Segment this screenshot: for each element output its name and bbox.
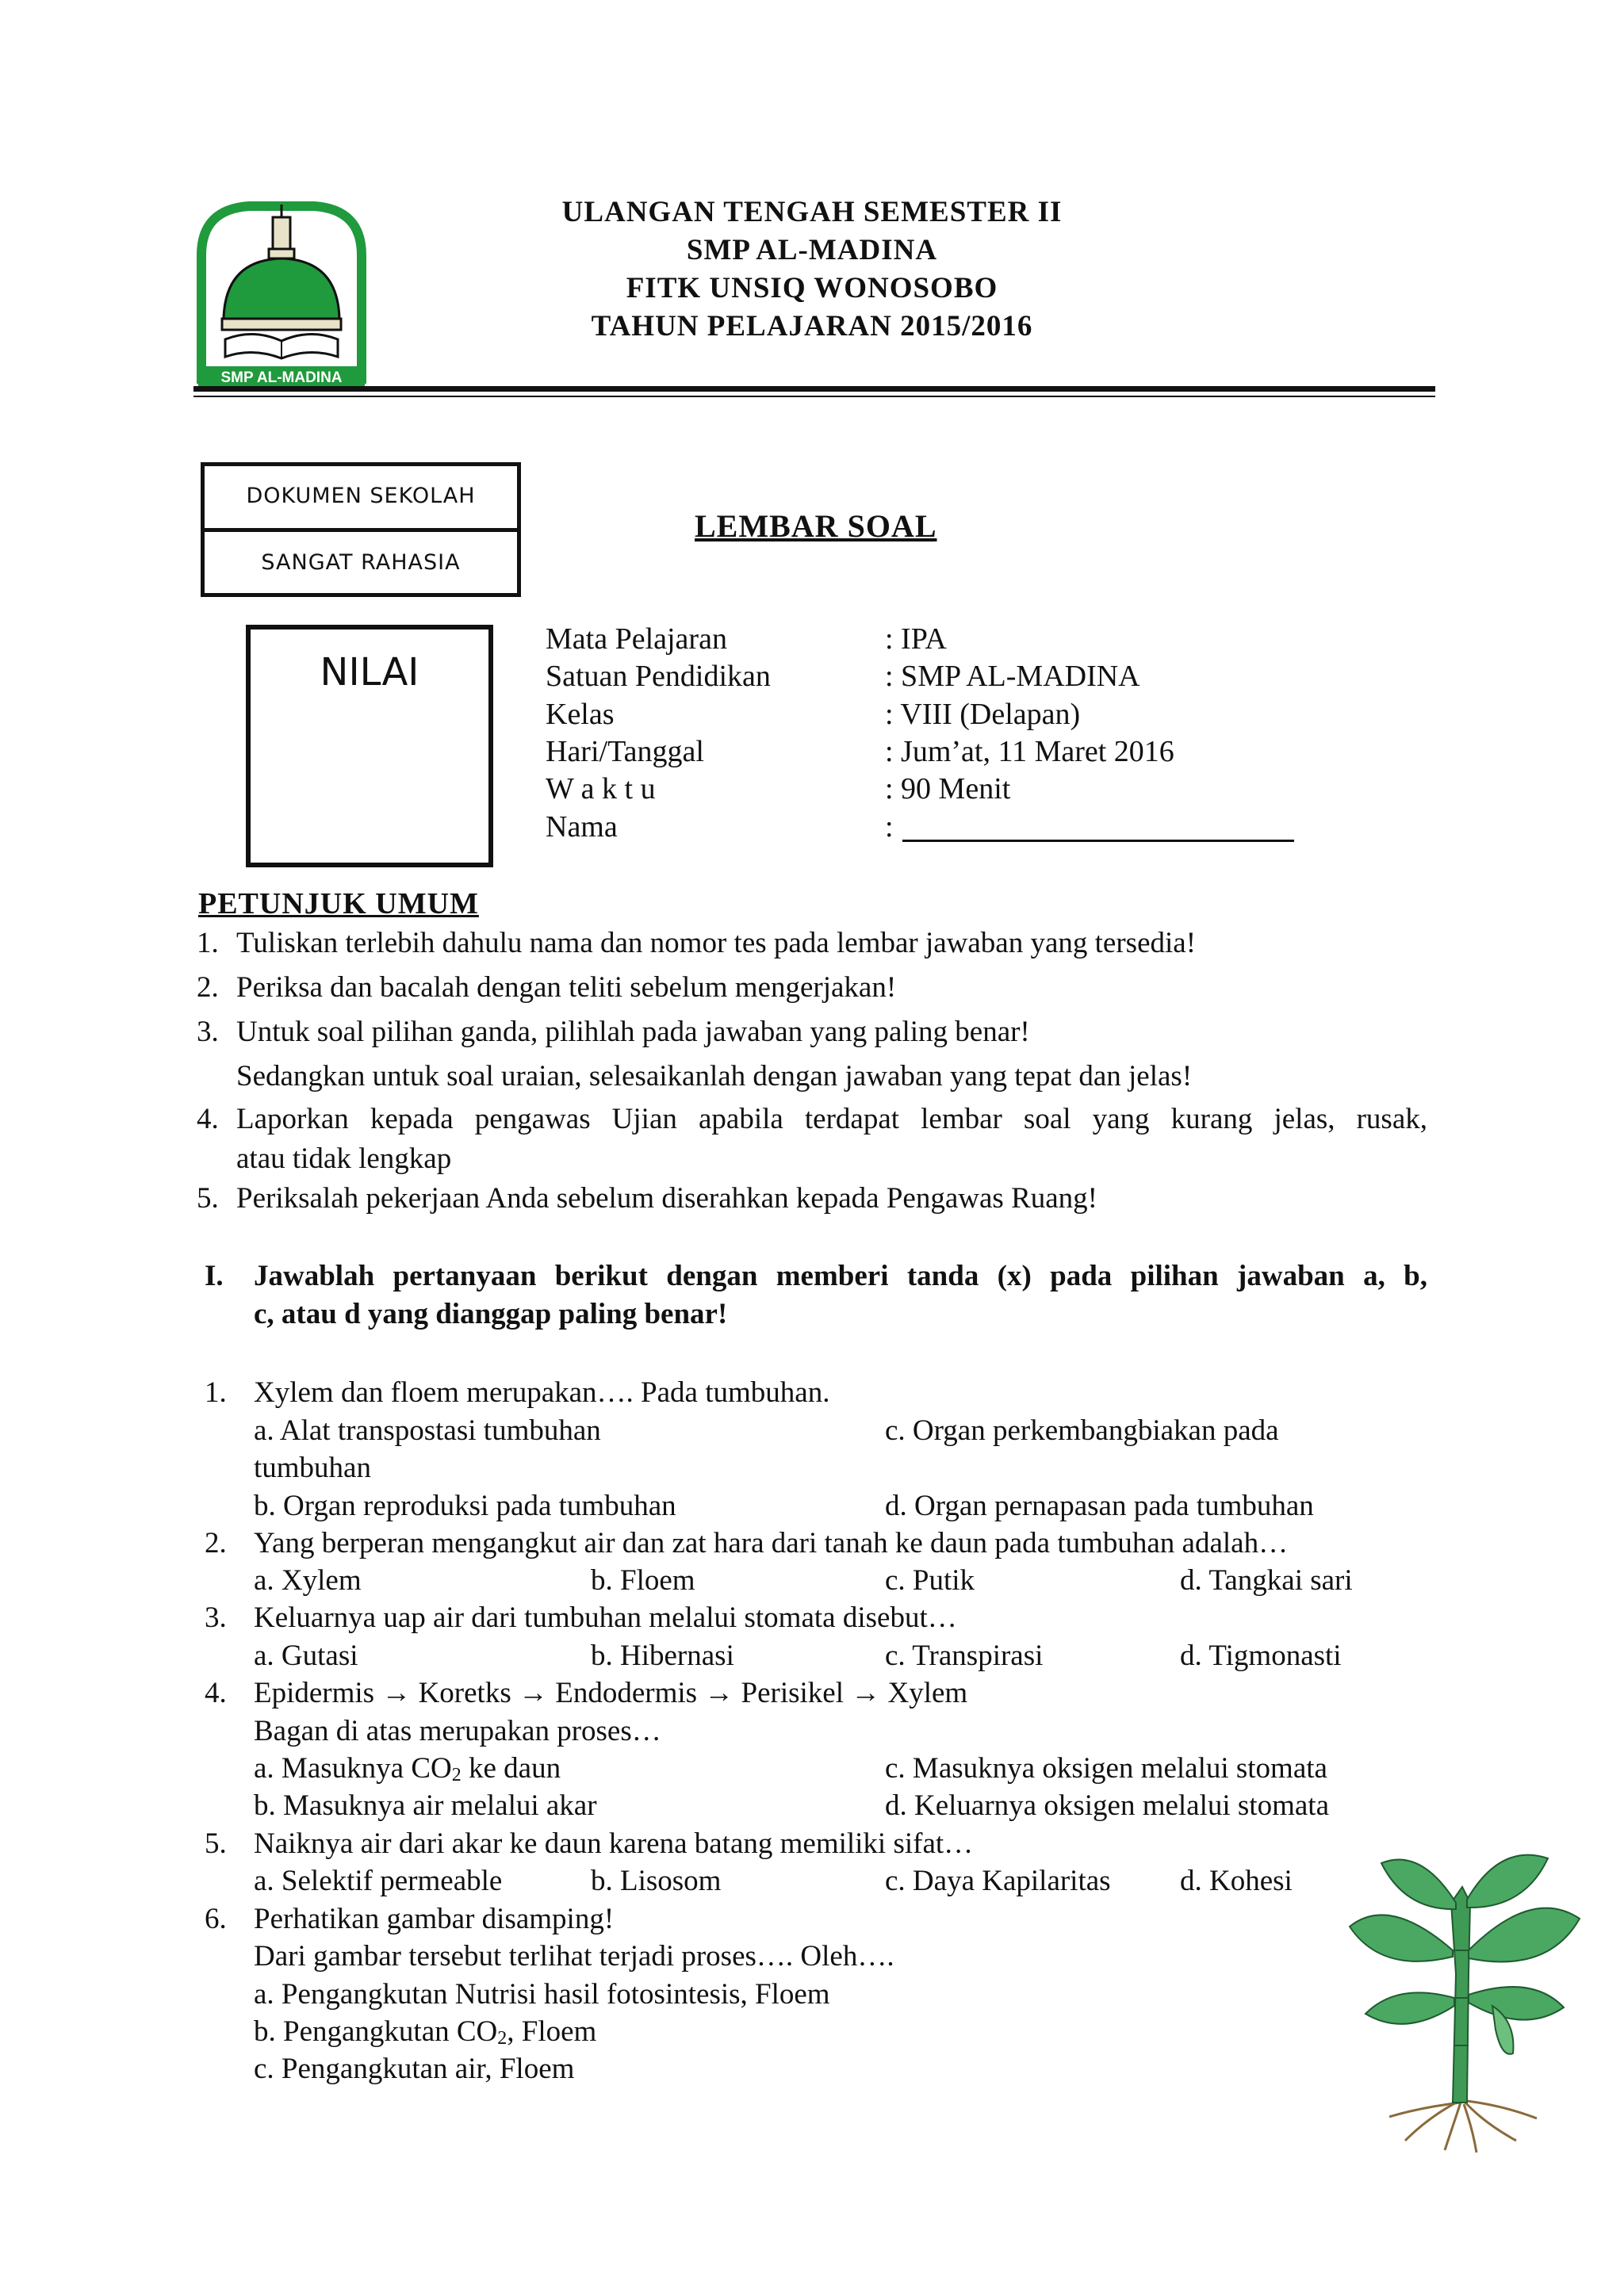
header-faculty: FITK UNSIQ WONOSOBO (626, 272, 998, 304)
option-c[interactable]: c. Transpirasi (885, 1640, 1044, 1672)
doc-box-divider (205, 528, 517, 532)
header-school: SMP AL-MADINA (686, 234, 938, 266)
option-c[interactable]: c. Pengangkutan air, Floem (254, 2053, 575, 2085)
instruction-num: 5. (197, 1182, 219, 1215)
option-a[interactable]: a. Pengangkutan Nutrisi hasil fotosintesis, Floem (254, 1978, 830, 2011)
header-title: ULANGAN TENGAH SEMESTER II (561, 196, 1063, 228)
question-number: 1. (205, 1376, 227, 1409)
option-c[interactable]: c. Putik (885, 1564, 975, 1597)
option-a[interactable]: a. Xylem (254, 1564, 362, 1597)
info-label-class: Kelas (546, 698, 615, 731)
option-b[interactable]: b. Lisosom (591, 1865, 722, 1897)
header-rule-thick (193, 386, 1435, 392)
page-title: LEMBAR SOAL (695, 508, 937, 544)
question-number: 3. (205, 1601, 227, 1634)
option-c[interactable]: c. Daya Kapilaritas (885, 1865, 1111, 1897)
question-text: Epidermis → Koretks → Endodermis → Perisikel → Xylem (254, 1677, 968, 1709)
option-d[interactable]: d. Kohesi (1180, 1865, 1293, 1897)
instruction-text: Sedangkan untuk soal uraian, selesaikanlah dengan jawaban yang tepat dan jelas! (236, 1060, 1193, 1093)
option-a[interactable]: a. Gutasi (254, 1640, 358, 1672)
section-instruction: Jawablah pertanyaan berikut dengan memberi tanda (x) pada pilihan jawaban a, b, (254, 1260, 1427, 1292)
option-b[interactable]: b. Hibernasi (591, 1640, 734, 1672)
instruction-text: Periksa dan bacalah dengan teliti sebelum mengerjakan! (236, 971, 897, 1004)
instruction-text: Laporkan kepada pengawas Ujian apabila terdapat lembar soal yang kurang jelas, rusak, (236, 1103, 1427, 1135)
option-a[interactable]: a. Masuknya $CO_2$ ke daun (254, 1752, 561, 1785)
instruction-num: 4. (197, 1103, 219, 1135)
question-text: Dari gambar tersebut terlihat terjadi proses…. Oleh…. (254, 1940, 894, 1973)
instructions-title: PETUNJUK UMUM (198, 887, 479, 920)
instruction-text: atau tidak lengkap (236, 1142, 452, 1175)
instruction-num: 1. (197, 927, 219, 959)
option-b[interactable]: b. Masuknya air melalui akar (254, 1789, 597, 1822)
header-rule-thin (193, 396, 1435, 397)
instruction-text: Periksalah pekerjaan Anda sebelum diserahkan kepada Pengawas Ruang! (236, 1182, 1097, 1215)
option-b[interactable]: b. Pengangkutan $CO_2$, Floem (254, 2015, 597, 2049)
instruction-num: 2. (197, 971, 219, 1004)
info-label-subject: Mata Pelajaran (546, 622, 727, 656)
option-a[interactable]: a. Selektif permeable (254, 1865, 503, 1897)
instruction-text: Untuk soal pilihan ganda, pilihlah pada jawaban yang paling benar! (236, 1016, 1030, 1048)
question-text: Perhatikan gambar disamping! (254, 1903, 615, 1935)
option-c[interactable]: c. Organ perkembangbiakan pada (885, 1414, 1279, 1447)
option-d[interactable]: d. Tangkai sari (1180, 1564, 1353, 1597)
section-instruction: c, atau d yang dianggap paling benar! (254, 1298, 728, 1330)
info-label-date: Hari/Tanggal (546, 735, 704, 768)
logo-label: SMP AL-MADINA (220, 369, 343, 386)
option-c[interactable]: c. Masuknya oksigen melalui stomata (885, 1752, 1327, 1785)
info-value-subject: : IPA (885, 622, 947, 656)
question-text: Yang berperan mengangkut air dan zat hara dari tanah ke daun pada tumbuhan adalah… (254, 1527, 1289, 1559)
question-text: Xylem dan floem merupakan…. Pada tumbuhan. (254, 1376, 830, 1409)
info-label-name: Nama (546, 810, 618, 844)
section-number: I. (205, 1260, 224, 1292)
info-value-name: : (885, 810, 894, 844)
question-text: Keluarnya uap air dari tumbuhan melalui stomata disebut… (254, 1601, 957, 1634)
instruction-num: 3. (197, 1016, 219, 1048)
option-a-continued: tumbuhan (254, 1452, 371, 1484)
name-fill-line[interactable] (902, 840, 1294, 842)
question-text: Naiknya air dari akar ke daun karena batang memiliki sifat… (254, 1827, 974, 1860)
document-classification-box (201, 462, 521, 597)
question-number: 5. (205, 1827, 227, 1860)
info-value-time: : 90 Menit (885, 772, 1011, 806)
info-value-class: : VIII (Delapan) (885, 698, 1081, 731)
option-d[interactable]: d. Organ pernapasan pada tumbuhan (885, 1490, 1314, 1522)
doc-label-school: DOKUMEN SEKOLAH (246, 484, 476, 508)
score-box (246, 625, 493, 867)
option-b[interactable]: b. Organ reproduksi pada tumbuhan (254, 1490, 676, 1522)
option-a[interactable]: a. Alat transpostasi tumbuhan (254, 1414, 601, 1447)
question-number: 2. (205, 1527, 227, 1559)
info-value-date: : Jum’at, 11 Maret 2016 (885, 735, 1174, 768)
info-label-time: W a k t u (546, 772, 656, 806)
option-d[interactable]: d. Tigmonasti (1180, 1640, 1342, 1672)
score-label: NILAI (320, 650, 419, 695)
header-year: TAHUN PELAJARAN 2015/2016 (591, 310, 1033, 342)
option-d[interactable]: d. Keluarnya oksigen melalui stomata (885, 1789, 1329, 1822)
option-b[interactable]: b. Floem (591, 1564, 695, 1597)
question-number: 4. (205, 1677, 227, 1709)
info-value-unit: : SMP AL-MADINA (885, 660, 1140, 693)
info-label-unit: Satuan Pendidikan (546, 660, 771, 693)
doc-label-secret: SANGAT RAHASIA (261, 550, 461, 575)
question-number: 6. (205, 1903, 227, 1935)
instruction-text: Tuliskan terlebih dahulu nama dan nomor tes pada lembar jawaban yang tersedia! (236, 927, 1197, 959)
plant-illustration (1334, 1839, 1592, 2156)
question-text: Bagan di atas merupakan proses… (254, 1715, 661, 1747)
